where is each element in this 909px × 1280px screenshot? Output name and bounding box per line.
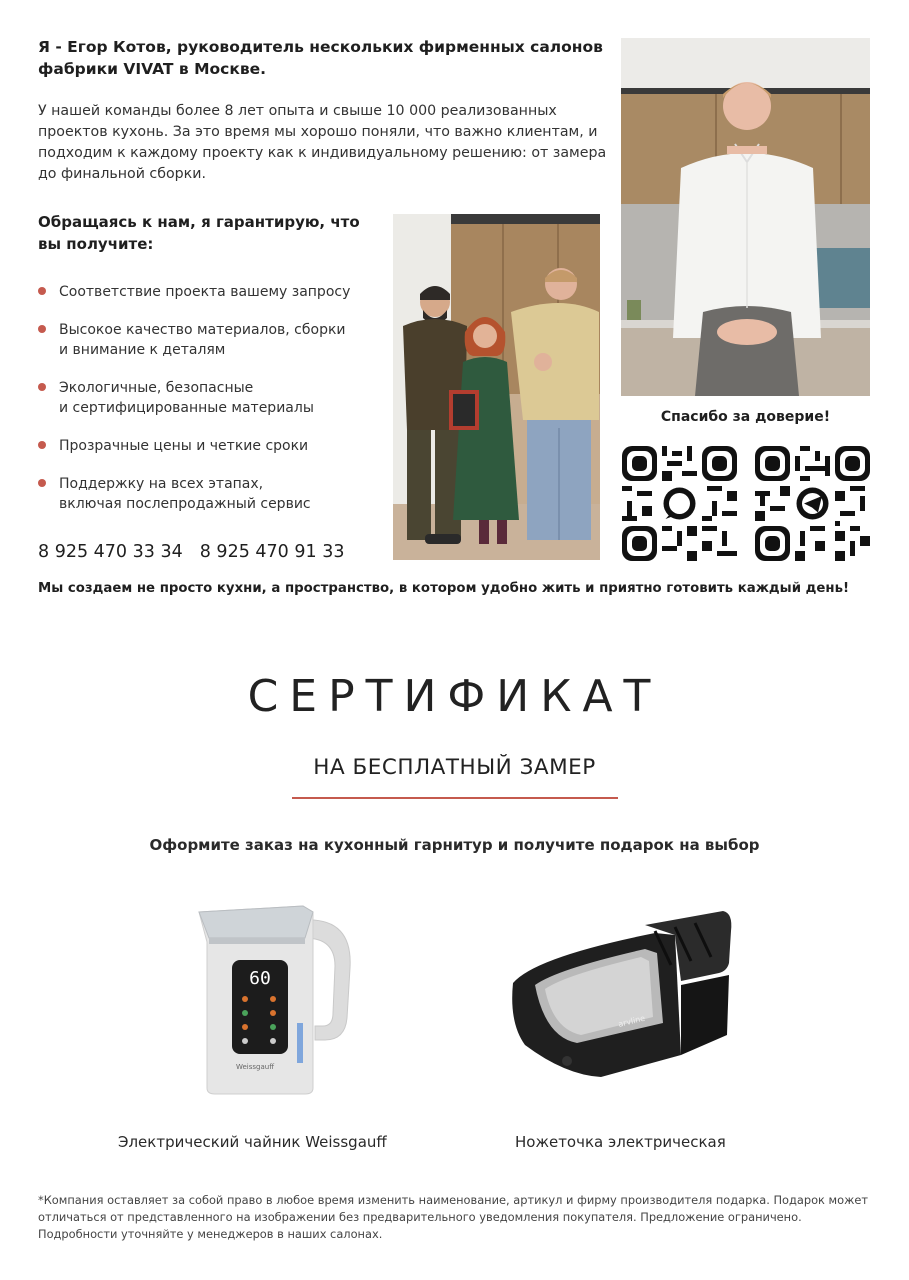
intro-title: Я - Егор Котов, руководитель нескольких фирменных салонов фабрики VIVAT в Москве. bbox=[38, 38, 603, 78]
certificate-title: СЕРТИФИКАТ bbox=[247, 671, 662, 722]
qr-code-icon[interactable] bbox=[622, 446, 737, 561]
svg-text:60: 60 bbox=[249, 968, 271, 989]
bullet-icon bbox=[38, 325, 46, 333]
telegram-qr-code-icon[interactable] bbox=[755, 446, 870, 561]
intro-text: У нашей команды более 8 лет опыта и свыше 10 000 реализованных проектов кухонь. За это время мы хорошо поняли, что важно клиентам, и подходим к каждому проекту как к индивидуальному решению: от замера до финальной сборки. bbox=[38, 103, 607, 182]
disclaimer-text: *Компания оставляет за собой право в любое время изменить наименование, артикул и фирму производителя подарка. Подарок может отличаться от представленного на изображении без предварительного уведомления покупателя. Предложение ограничено. Подробности уточняйте у менеджеров в наших салонах. bbox=[38, 1193, 869, 1241]
order-offer-text: Оформите заказ на кухонный гарнитур и получите подарок на выбор bbox=[149, 836, 760, 854]
bullet-icon bbox=[38, 441, 46, 449]
certificate-subtitle: НА БЕСПЛАТНЫЙ ЗАМЕР bbox=[313, 755, 596, 780]
list-item: Поддержку на всех этапах, включая послепродажный сервис bbox=[38, 474, 383, 514]
sharpener-gift-label: Ножеточка электрическая bbox=[515, 1133, 726, 1151]
portrait-photo bbox=[621, 38, 870, 396]
team-photo bbox=[393, 214, 600, 560]
kettle-image bbox=[185, 898, 360, 1103]
list-item: Соответствие проекта вашему запросу bbox=[38, 282, 383, 302]
divider bbox=[292, 797, 618, 799]
bullet-icon bbox=[38, 383, 46, 391]
list-item: Экологичные, безопасные и сертифицированные материалы bbox=[38, 378, 383, 418]
svg-text:Weissgauff: Weissgauff bbox=[235, 1063, 275, 1071]
svg-text:arvline: arvline bbox=[617, 1013, 647, 1029]
knife-sharpener-image bbox=[505, 905, 740, 1090]
phone-link-2[interactable]: 8 925 470 91 33 bbox=[199, 542, 345, 562]
guarantee-title: Обращаясь к нам, я гарантирую, что вы получите: bbox=[38, 213, 360, 253]
list-item: Высокое качество материалов, сборки и внимание к деталям bbox=[38, 320, 383, 360]
phone-numbers bbox=[38, 542, 361, 562]
bullet-icon bbox=[38, 287, 46, 295]
thanks-text: Спасибо за доверие! bbox=[660, 409, 831, 425]
kettle-gift-label: Электрический чайник Weissgauff bbox=[118, 1133, 387, 1151]
tagline: Мы создаем не просто кухни, а пространство, в котором удобно жить и приятно готовить каждый день! bbox=[38, 581, 850, 596]
phone-link-1[interactable]: 8 925 470 33 34 bbox=[38, 542, 183, 562]
list-item: Прозрачные цены и четкие сроки bbox=[38, 436, 383, 456]
benefits-list bbox=[38, 282, 383, 532]
bullet-icon bbox=[38, 479, 46, 487]
